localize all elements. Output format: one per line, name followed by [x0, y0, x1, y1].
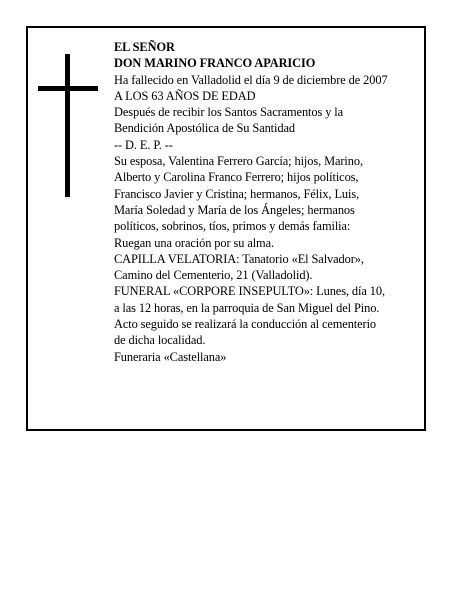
- latin-cross-icon: [38, 54, 98, 197]
- family-line-1: Su esposa, Valentina Ferrero García; hijos, Marino,: [114, 154, 363, 169]
- family-line-2: Alberto y Carolina Franco Ferrero; hijos políticos,: [114, 170, 359, 185]
- obituary-text: [114, 39, 426, 365]
- funeral-line-2: a las 12 horas, en la parroquia de San Miguel del Pino.: [114, 300, 380, 315]
- funeral-home-line: Funeraria «Castellana»: [114, 349, 227, 364]
- deceased-name: DON MARINO FRANCO APARICIO: [114, 56, 316, 71]
- sacraments-line-2: Bendición Apostólica de Su Santidad: [114, 121, 295, 136]
- cross-horizontal-bar: [38, 86, 98, 91]
- prayer-line: Ruegan una oración por su alma.: [114, 235, 274, 250]
- death-line: Ha fallecido en Valladolid el día 9 de diciembre de 2007: [114, 72, 388, 87]
- family-line-3: Francisco Javier y Cristina; hermanos, Félix, Luis,: [114, 186, 360, 201]
- funeral-line-1: FUNERAL «CORPORE INSEPULTO»: Lunes, día 10,: [114, 284, 385, 299]
- sacraments-line-1: Después de recibir los Santos Sacramentos y la: [114, 105, 344, 120]
- rip-line: -- D. E. P. --: [114, 137, 173, 152]
- cross-vertical-bar: [65, 54, 70, 197]
- age-line: A LOS 63 AÑOS DE EDAD: [114, 88, 256, 103]
- chapel-line-1: CAPILLA VELATORIA: Tanatorio «El Salvador»,: [114, 251, 364, 266]
- chapel-line-2: Camino del Cementerio, 21 (Valladolid).: [114, 268, 313, 283]
- family-line-4: María Soledad y María de los Ángeles; hermanos: [114, 202, 355, 217]
- notice-title: EL SEÑOR: [114, 40, 175, 54]
- funeral-line-4: de dicha localidad.: [114, 333, 206, 348]
- family-line-5: políticos, sobrinos, tíos, primos y demás familia:: [114, 219, 351, 234]
- funeral-line-3: Acto seguido se realizará la conducción al cementerio: [114, 317, 377, 332]
